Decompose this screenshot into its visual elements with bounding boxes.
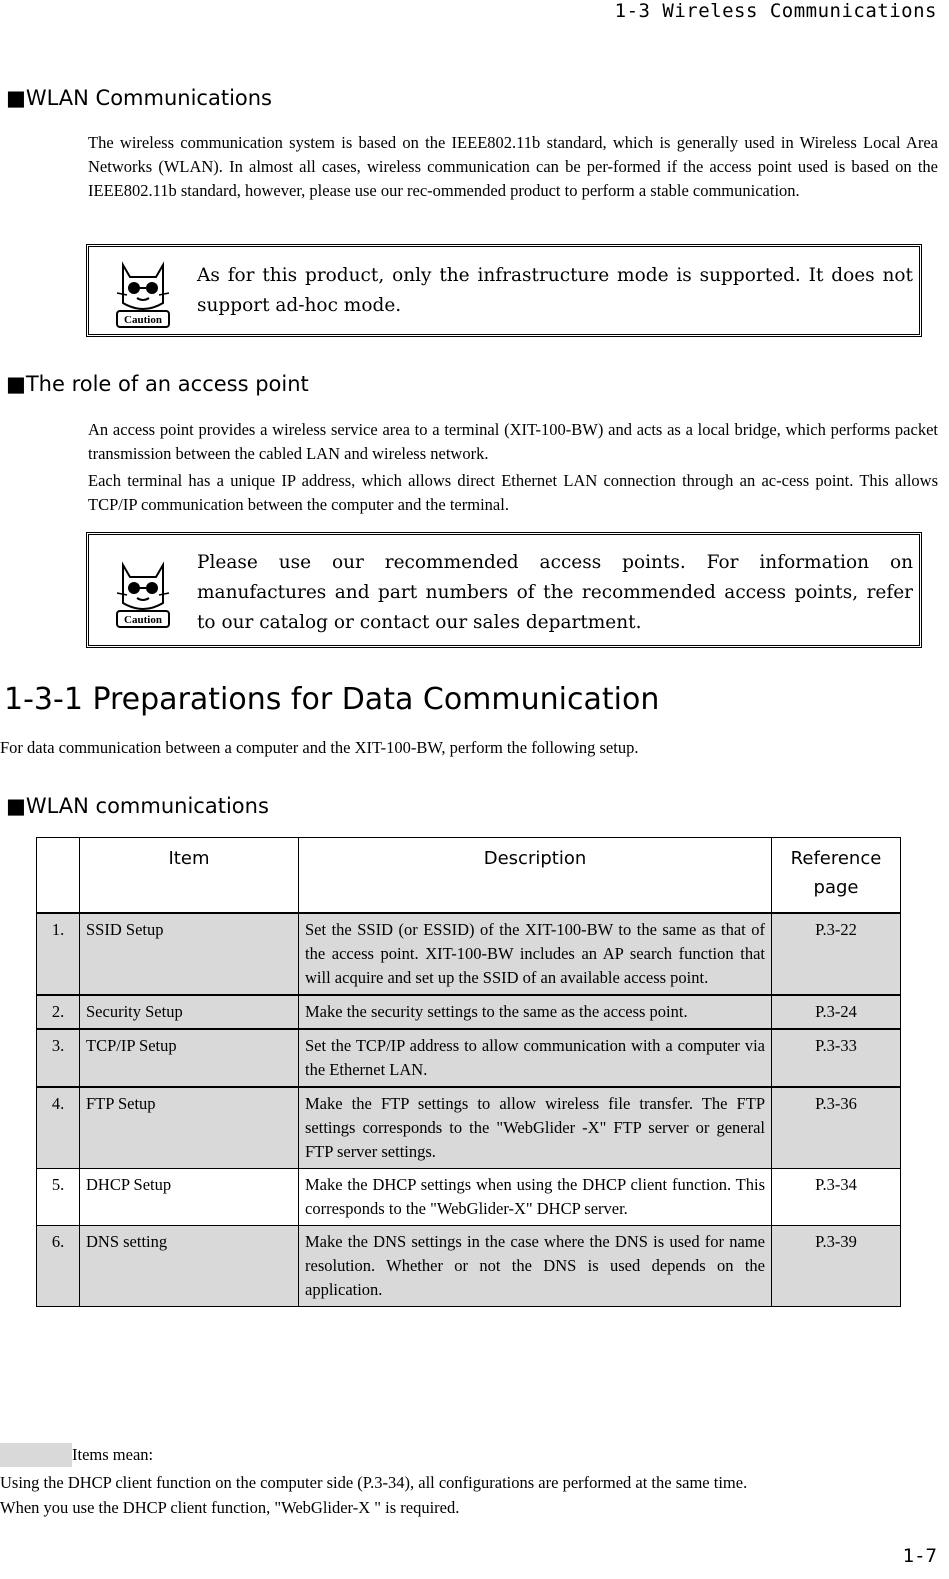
chapter-heading: 1-3-1 Preparations for Data Communication <box>4 682 660 717</box>
row-reference: P.3-36 <box>772 1087 901 1169</box>
row-description: Make the DHCP settings when using the DHCP client function. This corresponds to the "WebGlider-X" DHCP server. <box>299 1169 772 1226</box>
table-row <box>37 1087 901 1169</box>
legend-label: Items mean: <box>72 1445 154 1464</box>
running-header: 1-3 Wireless Communications <box>614 0 937 22</box>
row-description: Set the TCP/IP address to allow communication with a computer via the Ethernet LAN. <box>299 1029 772 1087</box>
table-row <box>37 1029 901 1087</box>
row-reference: P.3-33 <box>772 1029 901 1087</box>
header-item: Item <box>80 838 299 914</box>
paragraph-wlan-text: The wireless communication system is based on the IEEE802.11b standard, which is generally used in Wireless Local Area Networks (WLAN). In almost all cases, wireless communication can be per-formed if the access point used is based on the IEEE802.11b standard, however, please use our rec-ommended product to perform a stable communication. <box>88 133 938 200</box>
caution-cat-icon <box>115 557 171 629</box>
row-description: Set the SSID (or ESSID) of the XIT-100-BW to the same as that of the access point. XIT-100-BW includes an AP search function that will acquire and set up the SSID of an available access point. <box>299 913 772 995</box>
paragraph-access-point-2: Each terminal has a unique IP address, which allows direct Ethernet LAN connection through an ac-cess point. This allows TCP/IP communication between the computer and the terminal. <box>88 471 938 514</box>
row-item: Security Setup <box>80 995 299 1029</box>
row-reference: P.3-22 <box>772 913 901 995</box>
row-number: 4. <box>37 1087 80 1169</box>
row-number: 6. <box>37 1226 80 1307</box>
heading-wlan-communications-table: ■WLAN communications <box>6 794 269 818</box>
legend-line-1: Using the DHCP client function on the computer side (P.3-34), all configurations are performed at the same time. <box>0 1473 748 1492</box>
chapter-intro: For data communication between a computer and the XIT-100-BW, perform the following setup. <box>0 738 639 757</box>
row-item: DNS setting <box>80 1226 299 1307</box>
legend-shade-swatch <box>0 1443 72 1467</box>
paragraph-access-point-1: An access point provides a wireless service area to a terminal (XIT-100-BW) and acts as a local bridge, which performs packet transmission between the cabled LAN and wireless network. <box>88 420 938 463</box>
caution-cat-icon <box>115 257 171 329</box>
caution-box-access-points <box>86 532 922 648</box>
table-row <box>37 1169 901 1226</box>
row-reference: P.3-39 <box>772 1226 901 1307</box>
row-description: Make the security settings to the same as the access point. <box>299 995 772 1029</box>
row-number: 2. <box>37 995 80 1029</box>
legend-line-2: When you use the DHCP client function, "WebGlider-X " is required. <box>0 1498 460 1517</box>
row-reference: P.3-24 <box>772 995 901 1029</box>
caution-text-infrastructure: As for this product, only the infrastructure mode is supported. It does not support ad-hoc mode. <box>197 265 913 316</box>
row-item: FTP Setup <box>80 1087 299 1169</box>
row-item: SSID Setup <box>80 913 299 995</box>
row-description: Make the FTP settings to allow wireless file transfer. The FTP settings corresponds to the "WebGlider -X" FTP server or general FTP server settings. <box>299 1087 772 1169</box>
header-reference: Reference page <box>772 838 901 914</box>
table-row <box>37 995 901 1029</box>
page-number: 1-7 <box>902 1545 937 1567</box>
heading-wlan-communications: ■WLAN Communications <box>6 86 272 110</box>
row-reference: P.3-34 <box>772 1169 901 1226</box>
table-row <box>37 1226 901 1307</box>
row-number: 1. <box>37 913 80 995</box>
table-header-row <box>37 838 901 914</box>
row-number: 5. <box>37 1169 80 1226</box>
row-item: TCP/IP Setup <box>80 1029 299 1087</box>
paragraph-wlan <box>88 131 938 203</box>
row-description: Make the DNS settings in the case where the DNS is used for name resolution. Whether or not the DNS is used depends on the application. <box>299 1226 772 1307</box>
caution-text-access-points: Please use our recommended access points. For information on manufactures and part numbers of the recommended access points, refer to our catalog or contact our sales department. <box>197 552 913 633</box>
heading-access-point: ■The role of an access point <box>6 372 309 396</box>
setup-table <box>36 837 901 1307</box>
paragraph-access-point <box>88 418 938 517</box>
row-item: DHCP Setup <box>80 1169 299 1226</box>
row-number: 3. <box>37 1029 80 1087</box>
table-row <box>37 913 901 995</box>
caution-icon-label: Caution <box>124 614 162 626</box>
caution-icon-label: Caution <box>124 314 162 326</box>
header-description: Description <box>299 838 772 914</box>
header-number <box>37 838 80 914</box>
caution-box-infrastructure <box>86 244 922 337</box>
